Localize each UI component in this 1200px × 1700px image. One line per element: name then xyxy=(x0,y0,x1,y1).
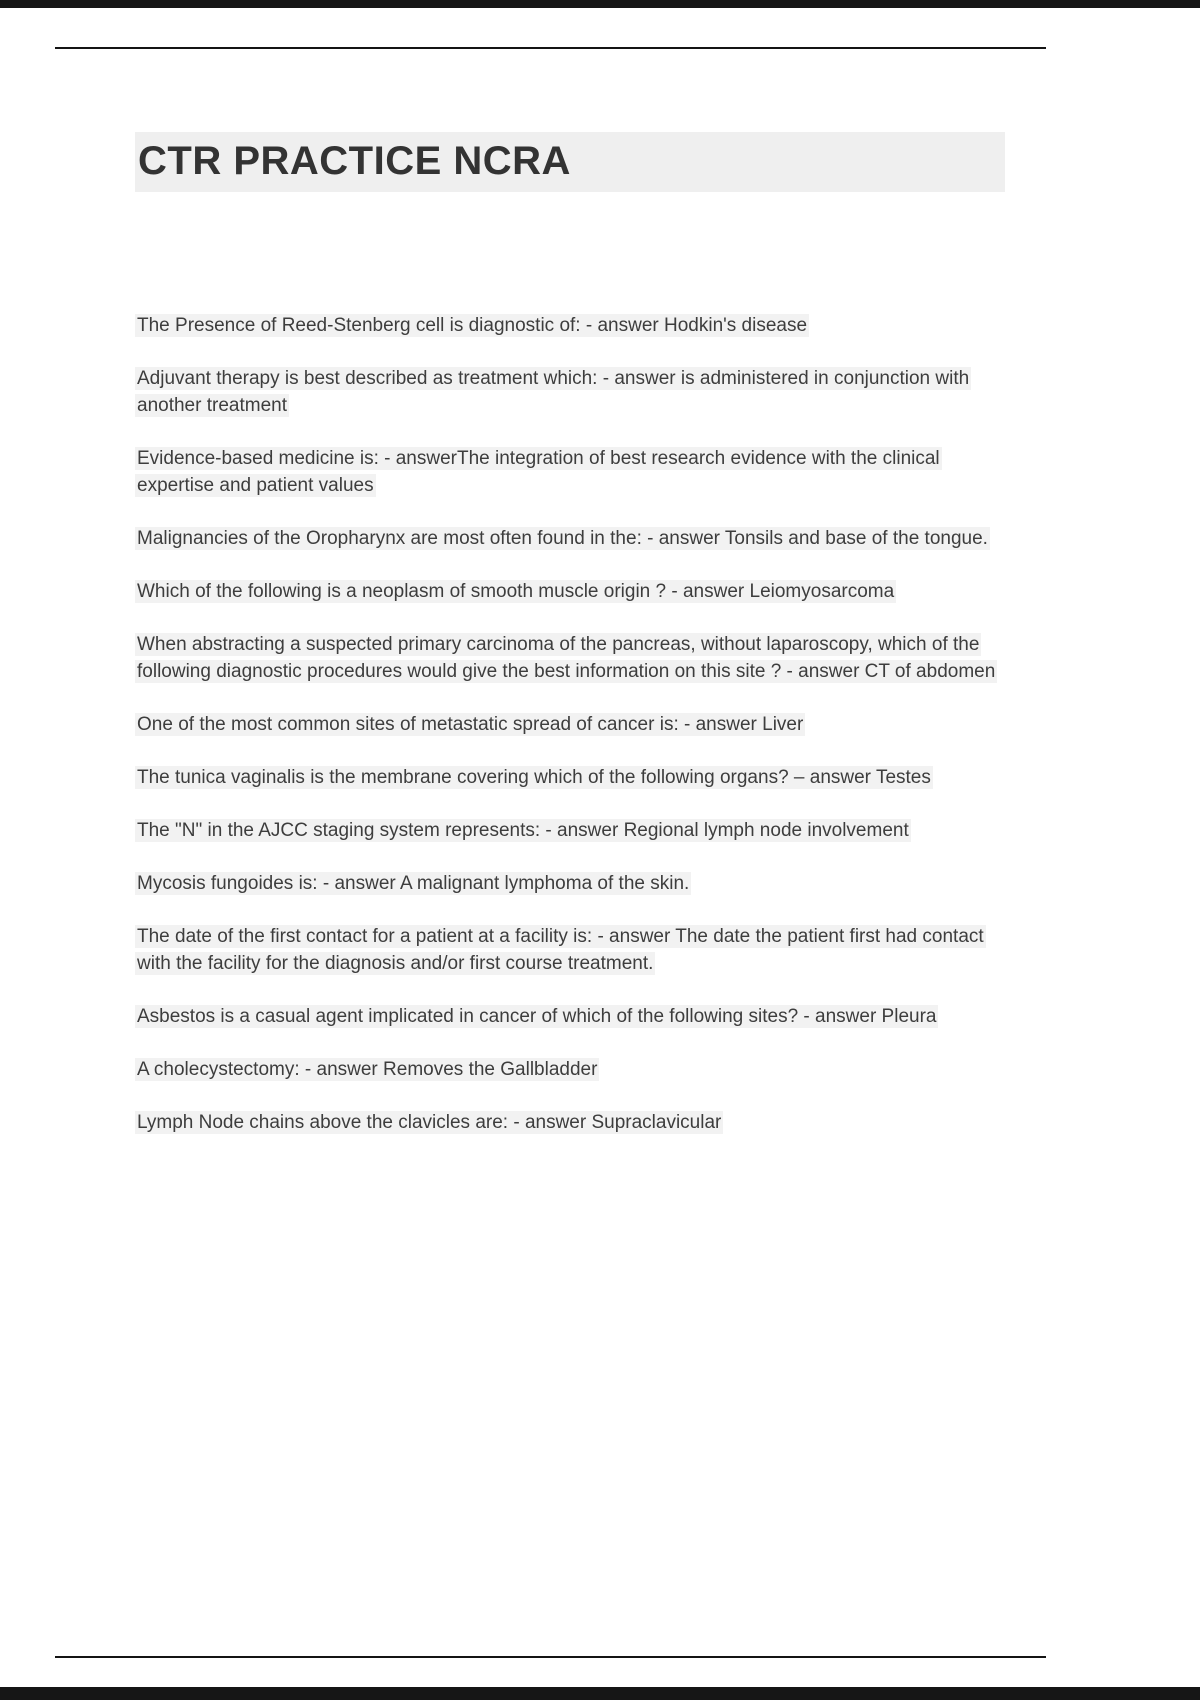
qa-item: The Presence of Reed-Stenberg cell is diagnostic of: - answer Hodkin's disease xyxy=(137,315,808,336)
top-rule xyxy=(55,47,1046,49)
qa-content xyxy=(135,312,1007,1162)
qa-item: Asbestos is a casual agent implicated in cancer of which of the following sites? - answer Pleura xyxy=(137,1006,937,1027)
qa-item: Lymph Node chains above the clavicles are: - answer Supraclavicular xyxy=(137,1112,722,1133)
page-title-highlight xyxy=(135,132,1005,192)
qa-item: Adjuvant therapy is best described as treatment which: - answer is administered in conjunction with another treatment xyxy=(137,368,970,416)
qa-item: Evidence-based medicine is: - answerThe integration of best research evidence with the clinical expertise and patient values xyxy=(137,448,940,496)
qa-item: Malignancies of the Oropharynx are most often found in the: - answer Tonsils and base of the tongue. xyxy=(137,528,988,549)
qa-item: Mycosis fungoides is: - answer A malignant lymphoma of the skin. xyxy=(137,873,690,894)
qa-item: The date of the first contact for a patient at a facility is: - answer The date the patient first had contact with the facility for the diagnosis and/or first course treatment. xyxy=(137,926,984,974)
bottom-rule xyxy=(55,1656,1046,1658)
bottom-edge-band xyxy=(0,1687,1200,1700)
qa-item: One of the most common sites of metastatic spread of cancer is: - answer Liver xyxy=(137,714,804,735)
qa-item: The tunica vaginalis is the membrane covering which of the following organs? – answer Testes xyxy=(137,767,931,788)
top-edge-band xyxy=(0,0,1200,8)
qa-item: Which of the following is a neoplasm of smooth muscle origin ? - answer Leiomyosarcoma xyxy=(137,581,895,602)
qa-item: A cholecystectomy: - answer Removes the Gallbladder xyxy=(137,1059,598,1080)
qa-item: The "N" in the AJCC staging system represents: - answer Regional lymph node involvement xyxy=(137,820,909,841)
qa-item: When abstracting a suspected primary carcinoma of the pancreas, without laparoscopy, which of the following diagnostic procedures would give the best information on this site ? - answer CT of abdomen xyxy=(137,634,996,682)
page-title: CTR PRACTICE NCRA xyxy=(138,139,571,183)
